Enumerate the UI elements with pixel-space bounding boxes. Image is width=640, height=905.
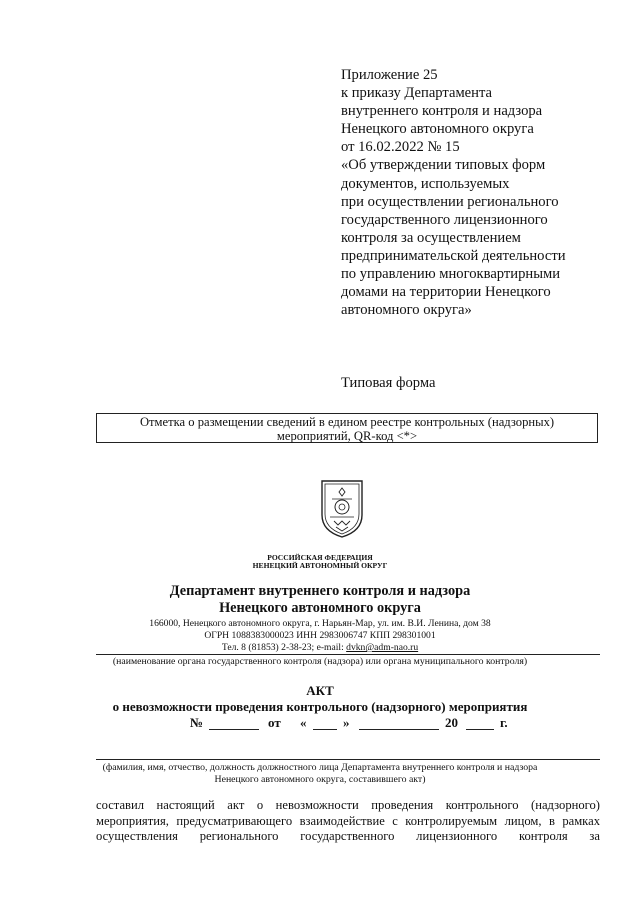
body-line-3: осуществления регионального государственного лицензионного контроля за bbox=[96, 829, 600, 843]
year-suffix: г. bbox=[500, 715, 508, 730]
appendix-line: автономного округа» bbox=[341, 302, 472, 319]
department-name-line-1: Департамент внутреннего контроля и надзора bbox=[169, 583, 471, 599]
authority-caption: (наименование органа государственного контроля (надзора) или органа муниципального контроля) bbox=[112, 656, 528, 667]
federation-label: РОССИЙСКАЯ ФЕДЕРАЦИЯ bbox=[267, 553, 373, 562]
appendix-line: «Об утверждении типовых форм bbox=[341, 157, 546, 174]
department-name-line-2: Ненецкого автономного округа bbox=[219, 600, 421, 616]
appendix-line: государственного лицензионного bbox=[341, 211, 548, 228]
phone-text: Тел. 8 (81853) 2-38-23; e-mail: bbox=[221, 642, 347, 653]
appendix-line: домами на территории Ненецкого bbox=[341, 284, 551, 301]
appendix-line: к приказу Департамента bbox=[341, 85, 492, 102]
act-subtitle: о невозможности проведения контрольного (надзорного) мероприятия bbox=[112, 699, 528, 714]
email-link[interactable]: dvkn@adm-nao.ru bbox=[346, 642, 419, 653]
appendix-line: по управлению многоквартирными bbox=[341, 266, 561, 283]
appendix-line: документов, используемых bbox=[341, 175, 510, 192]
nao-coat-of-arms-icon bbox=[318, 477, 366, 539]
inspector-caption-line-1: (фамилия, имя, отчество, должность должностного лица Департамента внутреннего контроля и надзора bbox=[102, 762, 538, 773]
registry-qr-box bbox=[96, 413, 598, 443]
appendix-line: Ненецкого автономного округа bbox=[341, 121, 534, 138]
department-requisites: ОГРН 1088383000023 ИНН 2983006747 КПП 298301001 bbox=[204, 630, 436, 641]
year-prefix: 20 bbox=[445, 715, 458, 730]
act-number-field[interactable] bbox=[209, 717, 259, 730]
registry-qr-line-1: Отметка о размещении сведений в едином реестре контрольных (надзорных) bbox=[139, 415, 555, 429]
act-body-paragraph bbox=[96, 798, 600, 845]
appendix-block bbox=[341, 66, 621, 319]
department-address: 166000, Ненецкого автономного округа, г. Нарьян-Мар, ул. им. В.И. Ленина, дом 38 bbox=[149, 618, 491, 629]
act-month-field[interactable] bbox=[359, 717, 439, 730]
appendix-line: при осуществлении регионального bbox=[341, 193, 559, 210]
body-line-2: мероприятия, предусматривающего взаимодействие с контролируемым лицом, в рамках bbox=[96, 813, 600, 828]
appendix-line: внутреннего контроля и надзора bbox=[341, 103, 543, 120]
inspector-caption-line-2: Ненецкого автономного округа, составившего акт) bbox=[214, 774, 426, 785]
quote-close: » bbox=[343, 715, 350, 730]
number-sign: № bbox=[190, 715, 204, 730]
act-year-field[interactable] bbox=[466, 717, 494, 730]
quote-open: « bbox=[300, 715, 307, 730]
department-contacts bbox=[0, 642, 640, 654]
form-type-label: Типовая форма bbox=[341, 375, 436, 391]
appendix-line: Приложение 25 bbox=[341, 67, 438, 83]
body-line-1: составил настоящий акт о невозможности проведения контрольного (надзорного) bbox=[96, 798, 600, 812]
act-title: АКТ bbox=[306, 683, 334, 698]
header-divider bbox=[96, 654, 600, 655]
act-day-field[interactable] bbox=[313, 717, 337, 730]
registry-qr-line-2: мероприятий, QR-код <*> bbox=[276, 429, 418, 443]
appendix-line: контроля за осуществлением bbox=[341, 229, 521, 246]
appendix-line: от 16.02.2022 № 15 bbox=[341, 139, 460, 156]
appendix-line: предпринимательской деятельности bbox=[341, 247, 566, 264]
okrug-label: НЕНЕЦКИЙ АВТОНОМНЫЙ ОКРУГ bbox=[252, 561, 388, 570]
inspector-field-line[interactable] bbox=[96, 759, 600, 760]
date-from-label: от bbox=[268, 715, 281, 730]
